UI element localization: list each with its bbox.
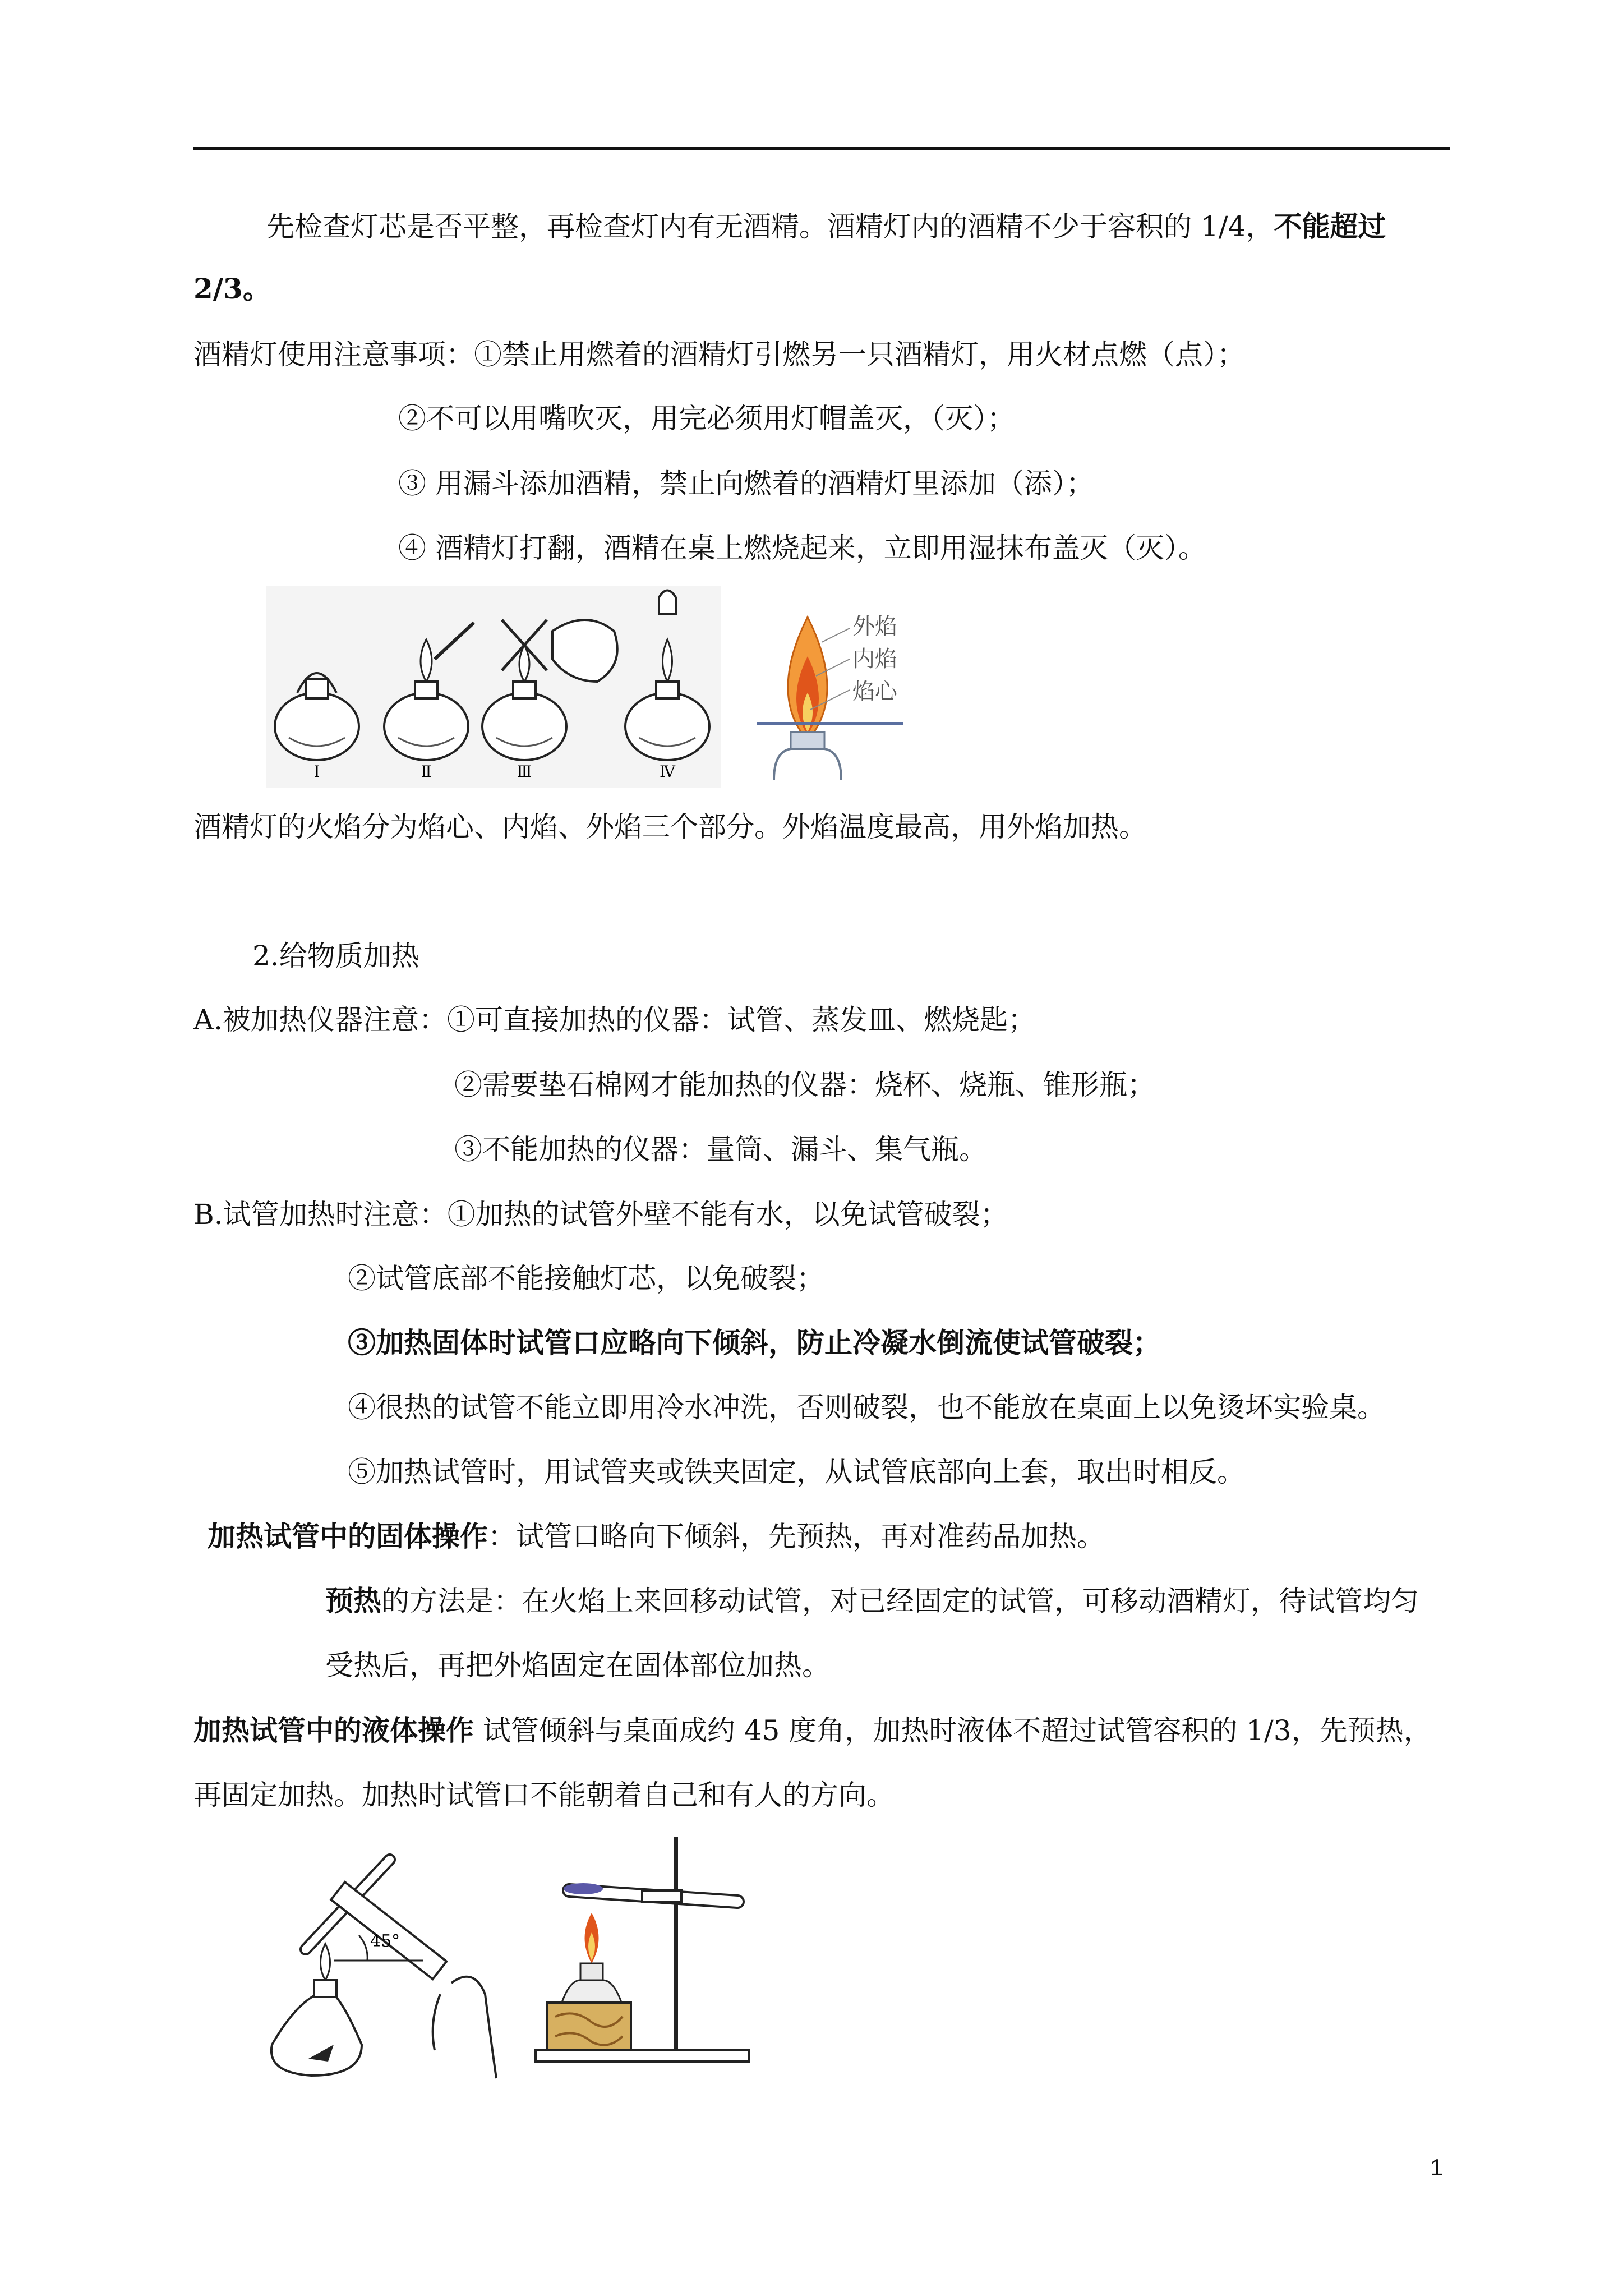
page-number: 1: [1430, 2154, 1444, 2180]
preheat-label: 预热: [325, 1584, 381, 1617]
text-lamp-check: 先检查灯芯是否平整，再检查灯内有无酒精。酒精灯内的酒精不少于容积的 1/4，: [266, 210, 1274, 243]
solid-heating-label: 加热试管中的固体操作: [208, 1520, 488, 1553]
header-rule: [193, 147, 1450, 150]
a-lead: A.被加热仪器注意：①可直接加热的仪器：试管、蒸发皿、燃烧匙；: [193, 1004, 1036, 1036]
b-lead: B.试管加热时注意：①加热的试管外壁不能有水，以免试管破裂；: [193, 1198, 1008, 1231]
angle-label: 45°: [370, 1931, 400, 1951]
label-flame-core: 焰心: [852, 679, 897, 705]
b-item-2: ②试管底部不能接触灯芯，以免破裂；: [348, 1262, 824, 1295]
flame-parts-text: 酒精灯的火焰分为焰心、内焰、外焰三个部分。外焰温度最高，用外焰加热。: [193, 811, 1147, 843]
use-notes-lead: 酒精灯使用注意事项：①禁止用燃着的酒精灯引燃另一只酒精灯，用火材点燃（点）；: [193, 338, 1245, 371]
lamp-operations-figure: [266, 586, 721, 788]
use-note-3: ③ 用漏斗添加酒精，禁止向燃着的酒精灯里添加（添）；: [398, 467, 1094, 500]
liquid-heating-text-1: 试管倾斜与桌面成约 45 度角，加热时液体不超过试管容积的 1/3，先预热，: [474, 1714, 1432, 1747]
b-item-4: ④很热的试管不能立即用冷水冲洗，否则破裂，也不能放在桌面上以免烫坏实验桌。: [348, 1391, 1385, 1424]
heating-solid-figure: [530, 1837, 754, 2067]
b-item-3: ③加热固体时试管口应略向下倾斜，防止冷凝水倒流使试管破裂；: [348, 1326, 1161, 1359]
solid-heating-paragraph: [208, 1519, 1105, 1554]
lamp-label-4: Ⅳ: [660, 762, 675, 781]
lamp-label-3: Ⅲ: [517, 762, 532, 781]
label-outer-flame: 外焰: [852, 614, 897, 639]
a-item-2: ②需要垫石棉网才能加热的仪器：烧杯、烧瓶、锥形瓶；: [454, 1069, 1155, 1101]
solid-heating-text: ：试管口略向下倾斜，先预热，再对准药品加热。: [488, 1520, 1105, 1553]
preheat-paragraph: [325, 1583, 1419, 1619]
label-inner-flame: 内焰: [852, 646, 897, 672]
section-2-title: 2.给物质加热: [252, 940, 419, 972]
flame-parts-figure: [751, 595, 953, 780]
preheat-text-2: 受热后，再把外焰固定在固体部位加热。: [325, 1649, 830, 1682]
preheat-text-1: 的方法是：在火焰上来回移动试管，对已经固定的试管，可移动酒精灯，待试管均匀: [381, 1585, 1419, 1617]
liquid-heating-text-2: 再固定加热。加热时试管口不能朝着自己和有人的方向。: [193, 1779, 895, 1811]
a-item-3: ③不能加热的仪器：量筒、漏斗、集气瓶。: [454, 1133, 987, 1166]
b-item-5: ⑤加热试管时，用试管夹或铁夹固定，从试管底部向上套，取出时相反。: [348, 1456, 1245, 1488]
text-lamp-limit-value: 2/3。: [193, 272, 271, 305]
liquid-heating-paragraph: [193, 1713, 1432, 1749]
use-note-4: ④ 酒精灯打翻，酒精在桌上燃烧起来，立即用湿抹布盖灭（灭）。: [398, 532, 1206, 564]
heating-liquid-figure: [250, 1837, 530, 2084]
lamp-label-1: Ⅰ: [313, 762, 320, 781]
text-lamp-limit: 不能超过: [1274, 210, 1386, 243]
liquid-heating-label: 加热试管中的液体操作: [193, 1714, 474, 1747]
lamp-label-2: Ⅱ: [421, 762, 432, 781]
paragraph-lamp-check: [266, 209, 1386, 245]
use-note-2: ②不可以用嘴吹灭，用完必须用灯帽盖灭，（灭）；: [398, 402, 1015, 435]
